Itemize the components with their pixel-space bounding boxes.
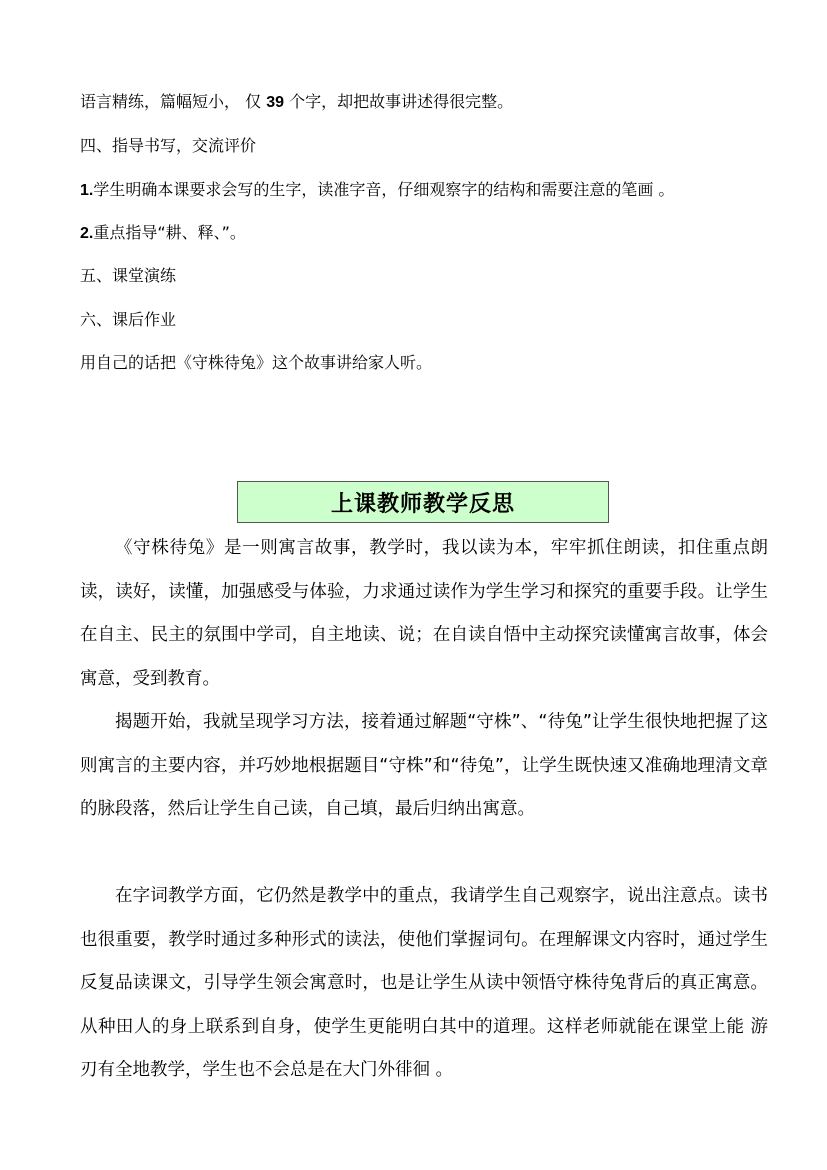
list-item-1: [80, 180, 674, 201]
list-number-2: 2.: [80, 225, 94, 242]
section-heading-4: 四、指导书写，交流评价: [80, 136, 257, 155]
banner-title: 上课教师教学反思: [330, 491, 515, 517]
reflection-paragraph-2: 揭题开始，我就呈现学习方法，接着通过解题“守株”、“待兔”让学生很快地把握了这则寓言的主要内容，并巧妙地根据题目“守株”和“待兔”，让学生既快速又准确地理清文章的脉段落，然后让学生自己读，自己填，最后归纳出寓意。: [80, 712, 768, 819]
homework-line: 用自己的话把《守株待兔》这个故事讲给家人听。: [80, 353, 433, 372]
list-item-2: [80, 223, 246, 244]
list-text-1: 学生明确本课要求会写的生字，读准字音，仔细观察字的结构和需要注意的笔画 。: [93, 180, 675, 199]
summary-text-pre: 语言精练，篇幅短小， 仅: [80, 92, 267, 111]
list-text-2: 重点指导“耕、释、”。: [93, 223, 246, 242]
reflection-paragraph-3: 在字词教学方面，它仍然是教学中的重点，我请学生自己观察字，说出注意点。读书也很重要，教学时通过多种形式的读法，使他们掌握词句。在理解课文内容时，通过学生反复品读课文，引导学生领会寓意时，也是让学生从读中领悟守株待兔背后的真正寓意。从种田人的身上联系到自身，使学生更能明白其中的道理。这样老师就能在课堂上能 游刃有全地教学，学生也不会总是在大门外徘徊 。: [80, 886, 768, 1080]
summary-text-post: 个字，却把故事讲述得很完整。: [283, 92, 514, 111]
reflection-banner: [237, 481, 609, 523]
section-heading-6: 六、课后作业: [80, 310, 177, 329]
reflection-paragraph-1: 《守株待兔》是一则寓言故事，教学时，我以读为本，牢牢抓住朗读，扣住重点朗读，读好，读懂，加强感受与体验，力求通过读作为学生学习和探究的重要手段。让学生在自主、民主的氛围中学司，自主地读、说；在自读自悟中主动探究读懂寓言故事，体会寓意，受到教育。: [80, 538, 768, 689]
word-count: 39: [266, 94, 284, 111]
section-heading-5: 五、课堂演练: [80, 266, 177, 285]
summary-line: [80, 92, 513, 113]
list-number-1: 1.: [80, 182, 94, 199]
